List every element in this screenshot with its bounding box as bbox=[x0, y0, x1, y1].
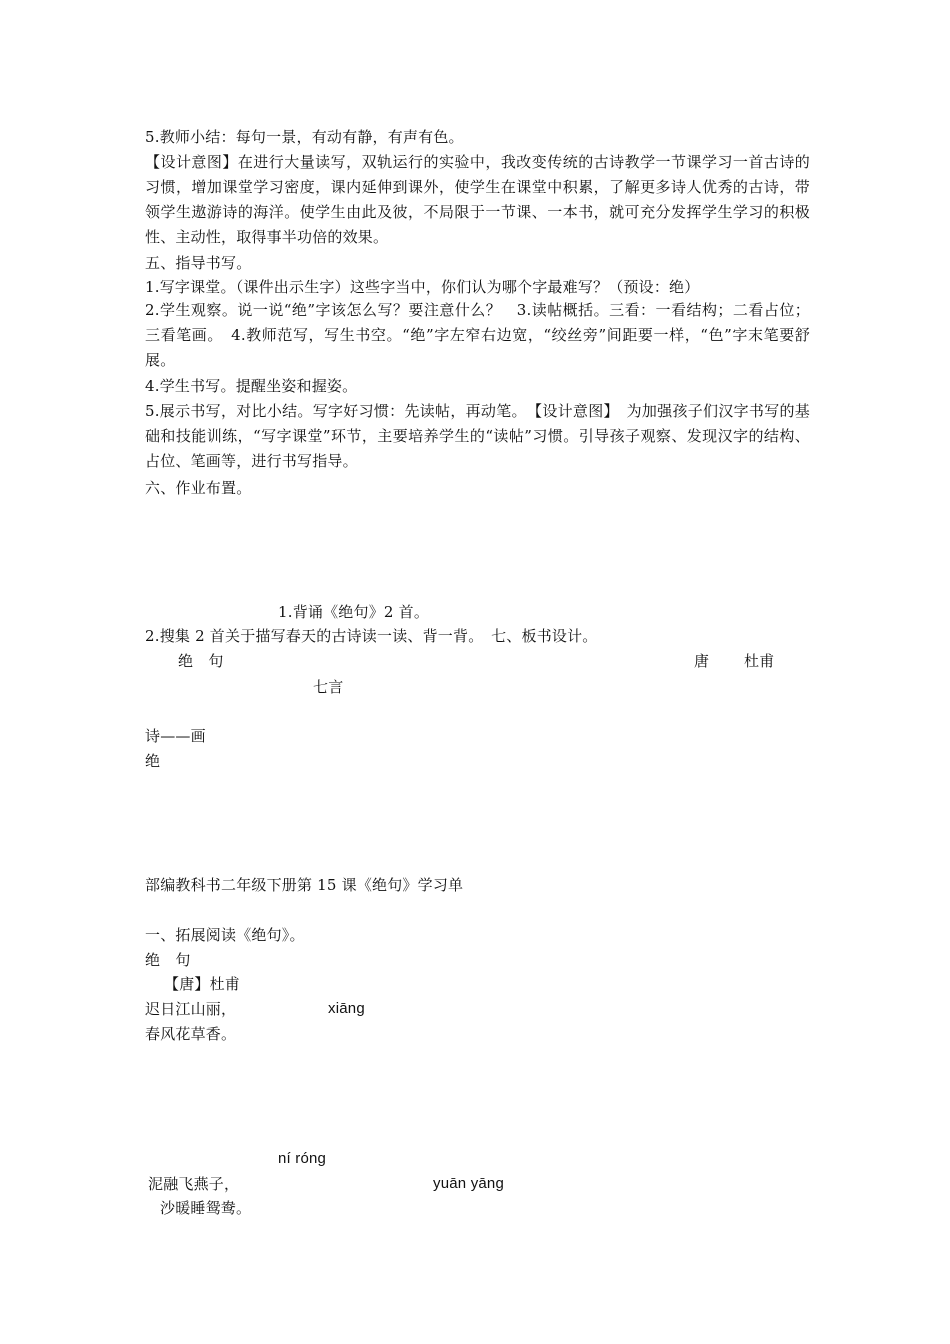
poem-line-2: 春风花草香。 bbox=[145, 1025, 237, 1043]
poem-line-1: 迟日江山丽， bbox=[145, 1000, 237, 1018]
heading-homework: 六、作业布置。 bbox=[145, 479, 252, 497]
homework-item-1: 1.背诵《绝句》2 首。 bbox=[278, 603, 430, 621]
board-poem-painting: 诗——画 bbox=[145, 727, 206, 745]
writing-step-5-paragraph: 5.展示书写，对比小结。写字好习惯：先读帖，再动笔。 【设计意图】 为加强孩子们汉字书写的基础和技能训练，“写字课堂”环节，主要培养学生的“读帖”习惯。引导孩子观察、发现汉字的结构、占位、笔画等，进行书写指导。 bbox=[145, 402, 810, 470]
poem-line-4: 沙暖睡鸳鸯。 bbox=[160, 1199, 252, 1217]
pinyin-ni-rong: ní róng bbox=[278, 1150, 327, 1167]
teacher-summary: 5.教师小结：每句一景，有动有静，有声有色。 bbox=[145, 128, 464, 146]
pinyin-yuan-yang: yuān yāng bbox=[433, 1175, 505, 1192]
board-poem-title: 绝 句 bbox=[178, 652, 224, 670]
writing-step-4: 4.学生书写。提醒坐姿和握姿。 bbox=[145, 377, 358, 395]
poem-line-3: 泥融飞燕子， bbox=[148, 1175, 240, 1193]
worksheet-section-1: 一、拓展阅读《绝句》。 bbox=[145, 926, 305, 944]
writing-step-2-3-4: 2.学生观察。说一说“绝”字该怎么写？要注意什么？ 3.读帖概括。三看：一看结构；二看占位；三看笔画。 4.教师范写，写生书空。“绝”字左窄右边宽，“绞丝旁”间距要一样，“色”字末笔要舒展。 bbox=[145, 301, 810, 369]
pinyin-xiang: xiāng bbox=[328, 1000, 365, 1017]
worksheet-poem-author: 【唐】杜甫 bbox=[164, 975, 241, 993]
worksheet-title: 部编教科书二年级下册第 15 课《绝句》学习单 bbox=[145, 876, 464, 894]
board-form: 七言 bbox=[313, 678, 344, 696]
board-author: 杜甫 bbox=[744, 652, 775, 670]
board-jue: 绝 bbox=[145, 752, 161, 770]
design-intent-paragraph-1: 【设计意图】在进行大量读写，双轨运行的实验中，我改变传统的古诗教学一节课学习一首古诗的习惯，增加课堂学习密度，课内延伸到课外，使学生在课堂中积累，了解更多诗人优秀的古诗，带领学生遨游诗的海洋。使学生由此及彼，不局限于一节课、一本书，就可充分发挥学生学习的积极性、主动性，取得事半功倍的效果。 bbox=[145, 153, 810, 246]
board-dynasty: 唐 bbox=[694, 652, 710, 670]
homework-item-2: 2.搜集 2 首关于描写春天的古诗读一读、背一背。 七、板书设计。 bbox=[145, 627, 598, 645]
writing-step-1: 1.写字课堂。（课件出示生字）这些字当中，你们认为哪个字最难写？（预设：绝） bbox=[145, 278, 700, 296]
worksheet-poem-title: 绝 句 bbox=[145, 951, 191, 969]
heading-guide-writing: 五、指导书写。 bbox=[145, 254, 252, 272]
